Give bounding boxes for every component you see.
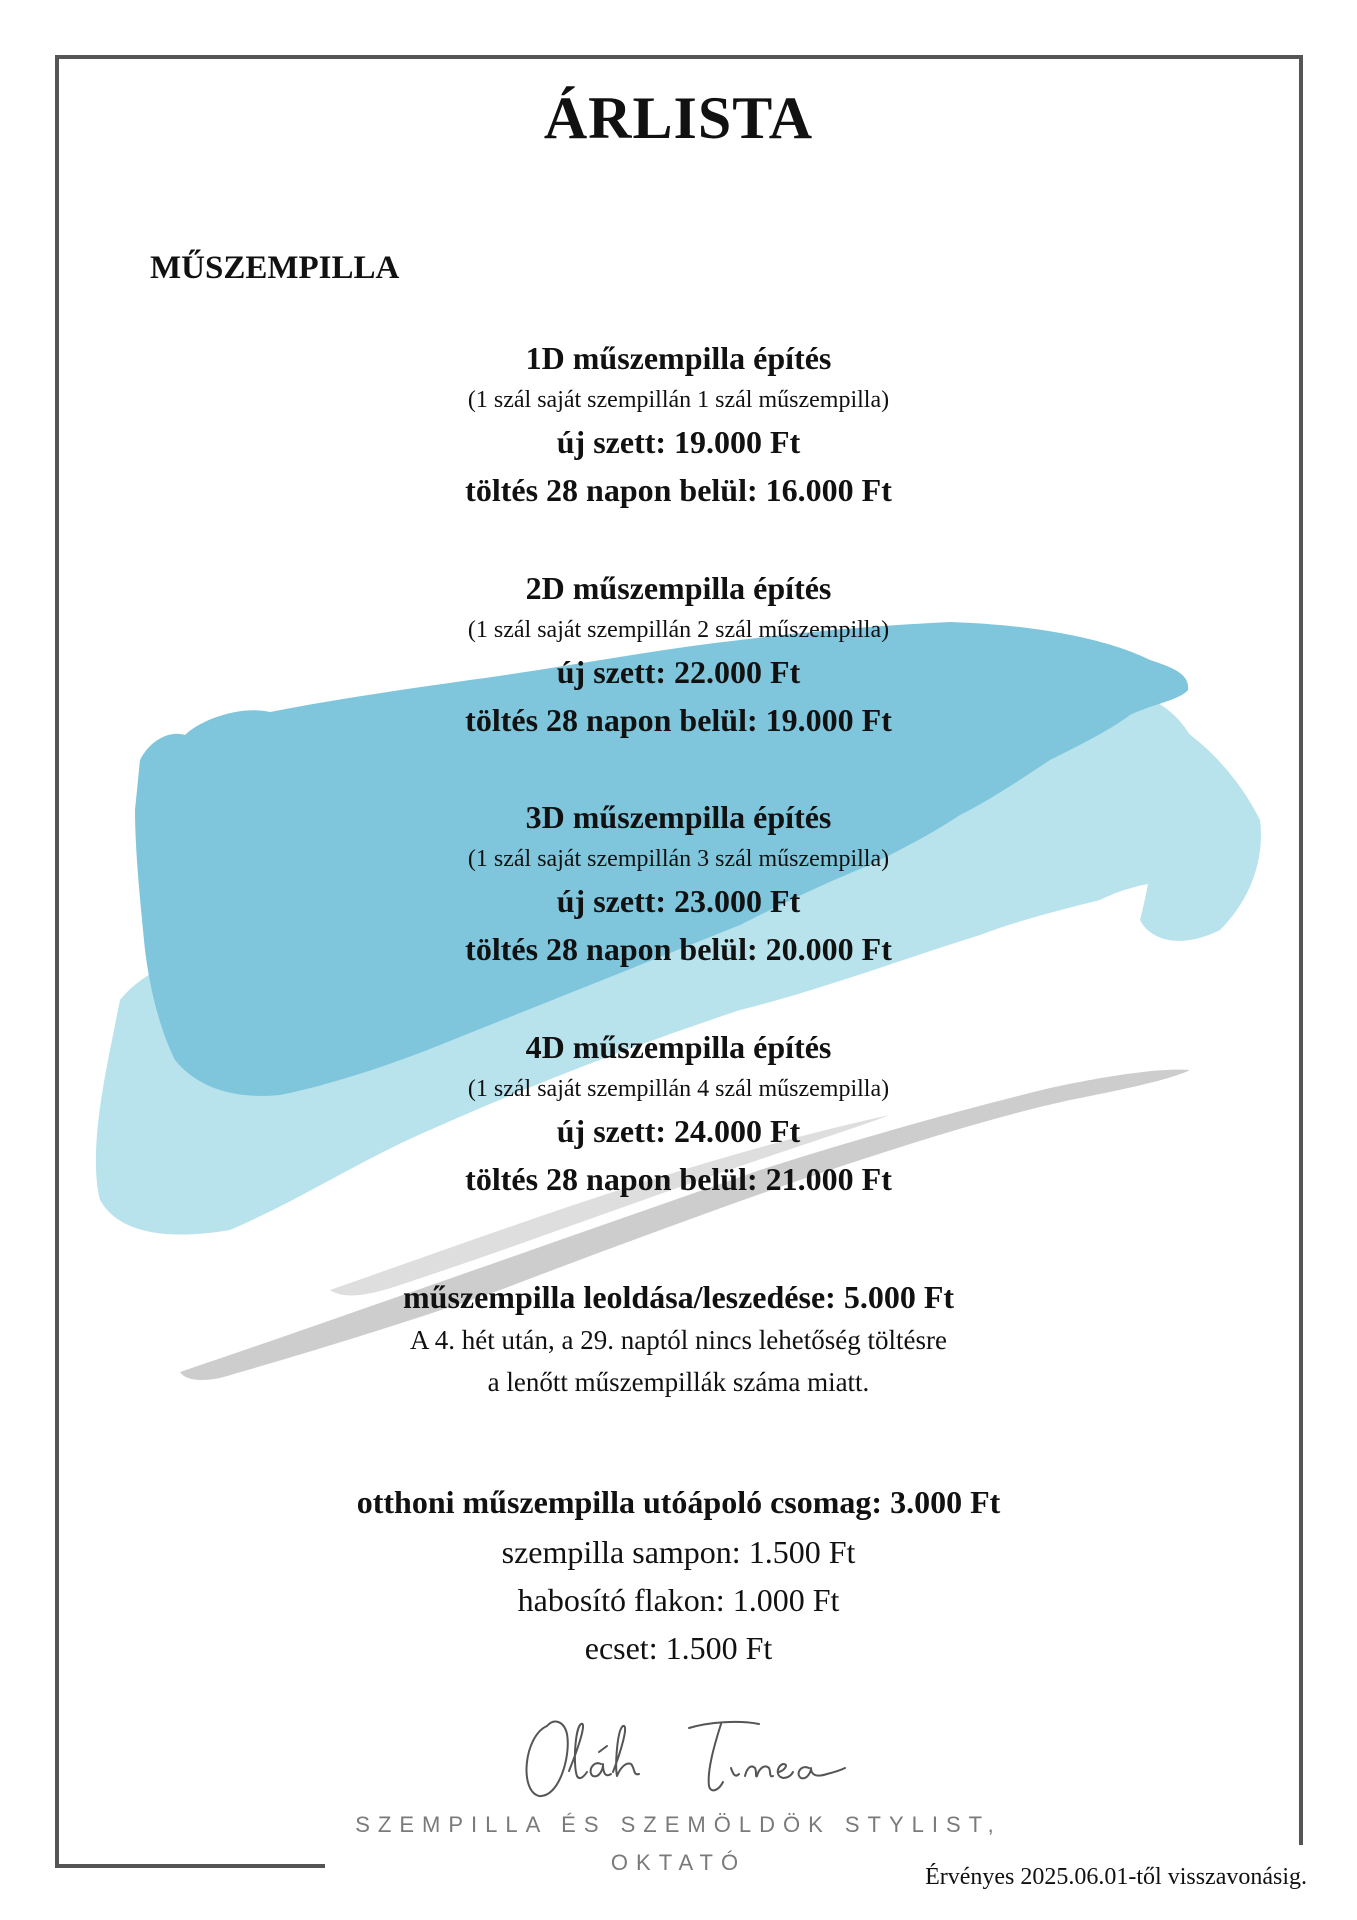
service-name: 2D műszempilla építés [525, 570, 832, 606]
service-description: (1 szál saját szempillán 4 szál műszempilla) [467, 1076, 890, 1102]
service-name: 3D műszempilla építés [525, 799, 832, 835]
service-item-2d [0, 564, 1357, 744]
aftercare-package-price: otthoni műszempilla utóápoló csomag: 3.000 Ft [356, 1484, 1001, 1520]
service-name: 4D műszempilla építés [525, 1029, 832, 1065]
service-refill-price: töltés 28 napon belül: 16.000 Ft [465, 472, 892, 508]
frame-top-border [55, 55, 1303, 59]
handwritten-signature [509, 1706, 849, 1806]
page-title: ÁRLISTA [543, 85, 814, 151]
stylist-role-line1: SZEMPILLA ÉS SZEMÖLDÖK STYLIST, [355, 1812, 1002, 1837]
service-description: (1 szál saját szempillán 2 szál műszempilla) [467, 617, 890, 643]
aftercare-item: habosító flakon: 1.000 Ft [517, 1582, 840, 1618]
service-new-set-price: új szett: 23.000 Ft [556, 883, 801, 919]
service-refill-price: töltés 28 napon belül: 20.000 Ft [465, 931, 892, 967]
service-item-4d [0, 1023, 1357, 1203]
service-description: (1 szál saját szempillán 3 szál műszempilla) [467, 846, 890, 872]
removal-note-line1: A 4. hét után, a 29. naptól nincs lehetőség töltésre [410, 1325, 947, 1355]
aftercare-item: szempilla sampon: 1.500 Ft [501, 1534, 856, 1570]
service-new-set-price: új szett: 22.000 Ft [556, 654, 801, 690]
section-heading: MŰSZEMPILLA [150, 250, 400, 286]
aftercare-item: ecset: 1.500 Ft [584, 1630, 773, 1666]
service-refill-price: töltés 28 napon belül: 19.000 Ft [465, 702, 892, 738]
validity-note: Érvényes 2025.06.01-től visszavonásig. [925, 1864, 1307, 1890]
service-new-set-price: új szett: 19.000 Ft [556, 424, 801, 460]
service-name: 1D műszempilla építés [525, 340, 832, 376]
removal-note-line2: a lenőtt műszempillák száma miatt. [487, 1367, 870, 1397]
stylist-role-line2: OKTATÓ [610, 1850, 747, 1875]
service-refill-price: töltés 28 napon belül: 21.000 Ft [465, 1161, 892, 1197]
service-description: (1 szál saját szempillán 1 szál műszempilla) [467, 387, 890, 413]
service-item-1d [0, 334, 1357, 514]
aftercare-block [0, 1476, 1357, 1672]
removal-price: műszempilla leoldása/leszedése: 5.000 Ft [402, 1279, 955, 1315]
service-new-set-price: új szett: 24.000 Ft [556, 1113, 801, 1149]
removal-block [0, 1275, 1357, 1403]
signature-block [0, 1706, 1357, 1882]
service-item-3d [0, 793, 1357, 973]
